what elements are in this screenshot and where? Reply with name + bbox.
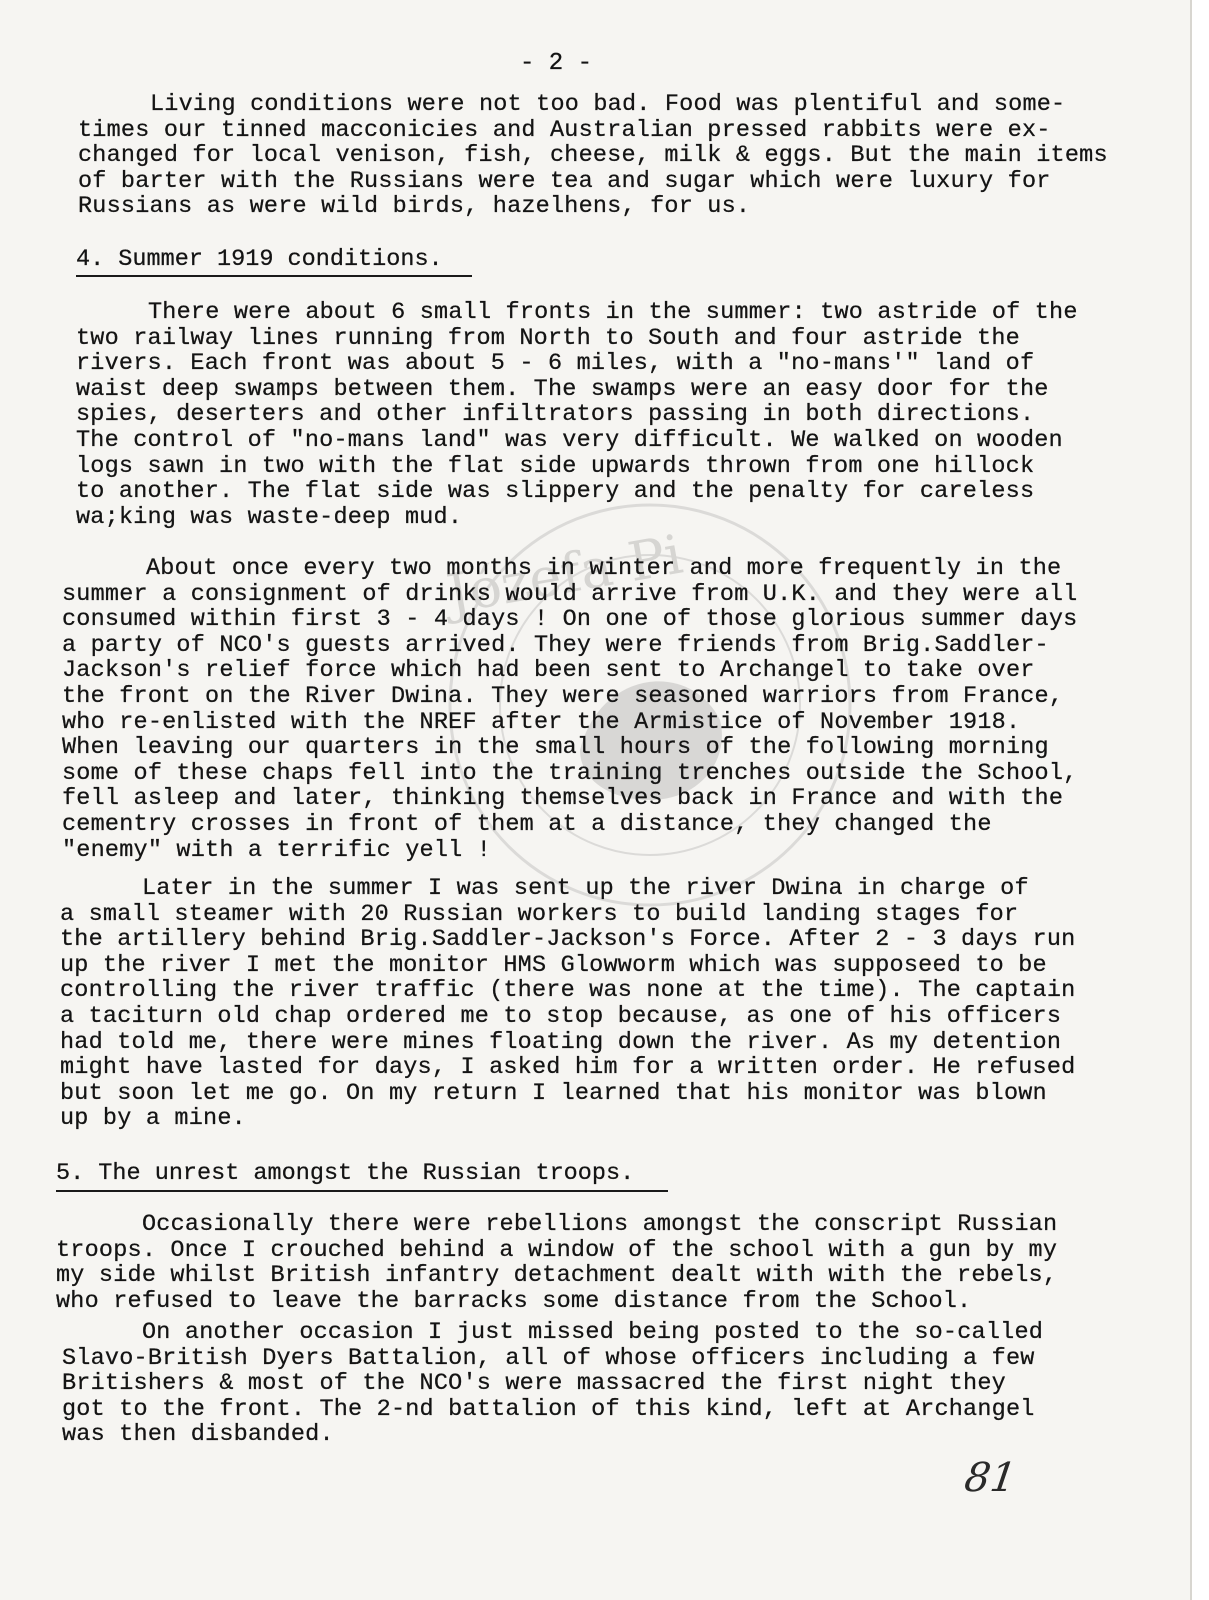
text-line: might have lasted for days, I asked him for a written order. He refused xyxy=(60,1054,1076,1082)
text-line: a small steamer with 20 Russian workers to build landing stages for xyxy=(60,900,1019,928)
text-line: troops. Once I crouched behind a window of the school with a gun by my xyxy=(56,1236,1058,1264)
text-line: On another occasion I just missed being posted to the so-called xyxy=(142,1319,1044,1346)
paragraph-small-fronts xyxy=(76,300,1078,530)
text-line: to another. The flat side was slippery and the penalty for careless xyxy=(76,478,1035,506)
paragraph-drinks-consignment xyxy=(62,556,1077,863)
text-line: the front on the River Dwina. They were seasoned warriors from France, xyxy=(62,682,1064,710)
section-heading-unrest xyxy=(56,1160,634,1187)
text-line: two railway lines running from North to South and four astride the xyxy=(76,324,1020,352)
text-line: changed for local venison, fish, cheese, milk & eggs. But the main items xyxy=(78,142,1108,170)
scan-right-margin xyxy=(1190,0,1209,1600)
text-line: was then disbanded. xyxy=(62,1421,334,1449)
text-line: Occasionally there were rebellions amongst the conscript Russian xyxy=(142,1211,1058,1238)
text-line: my side whilst British infantry detachment dealt with with the rebels, xyxy=(56,1262,1058,1290)
text-line: About once every two months in winter and more frequently in the xyxy=(146,555,1062,582)
text-line: some of these chaps fell into the training trenches outside the School, xyxy=(62,759,1078,787)
text-line: Britishers & most of the NCO's were massacred the first night they xyxy=(62,1370,1006,1398)
text-line: fell asleep and later, thinking themselves back in France and with the xyxy=(62,785,1064,813)
text-line: summer a consignment of drinks would arrive from U.K. and they were all xyxy=(62,580,1078,608)
text-line: a taciturn old chap ordered me to stop because, as one of his officers xyxy=(60,1002,1062,1030)
handwritten-page-number: 81 xyxy=(961,1455,1020,1501)
text-line: Jackson's relief force which had been sent to Archangel to take over xyxy=(62,657,1035,685)
text-line: When leaving our quarters in the small hours of the following morning xyxy=(62,734,1049,762)
text-line: who refused to leave the barracks some distance from the School. xyxy=(56,1287,972,1315)
text-line: spies, deserters and other infiltrators passing in both directions. xyxy=(76,401,1035,429)
page-number: - 2 - xyxy=(520,50,593,77)
text-line: who re-enlisted with the NREF after the Armistice of November 1918. xyxy=(62,708,1021,736)
text-line: controlling the river traffic (there was none at the time). The captain xyxy=(60,977,1076,1005)
paragraph-river-dwina xyxy=(60,876,1075,1132)
text-line: logs sawn in two with the flat side upwards thrown from one hillock xyxy=(76,452,1035,480)
text-line: had told me, there were mines floating down the river. As my detention xyxy=(60,1028,1062,1056)
text-line: rivers. Each front was about 5 - 6 miles, with a "no-mans'" land of xyxy=(76,350,1035,378)
text-line: The control of "no-mans land" was very difficult. We walked on wooden xyxy=(76,426,1063,454)
text-line: got to the front. The 2-nd battalion of this kind, left at Archangel xyxy=(62,1395,1035,1423)
heading-underline xyxy=(76,275,472,277)
text-line: times our tinned macconicies and Australian pressed rabbits were ex- xyxy=(78,116,1051,144)
text-line: "enemy" with a terrific yell ! xyxy=(62,836,492,864)
text-line: cementry crosses in front of them at a distance, they changed the xyxy=(62,810,992,838)
text-line: of barter with the Russians were tea and sugar which were luxury for xyxy=(78,167,1051,195)
text-line: consumed within first 3 - 4 days ! On one of those glorious summer days xyxy=(62,606,1078,634)
text-line: Living conditions were not too bad. Food was plentiful and some- xyxy=(150,91,1066,118)
text-line: the artillery behind Brig.Saddler-Jackson's Force. After 2 - 3 days run xyxy=(60,926,1076,954)
section-heading-summer-1919 xyxy=(76,246,443,273)
text-line: up by a mine. xyxy=(60,1105,246,1133)
heading-underline xyxy=(56,1190,668,1192)
section-heading-text: 4. Summer 1919 conditions. xyxy=(76,246,443,273)
text-line: wa;king was waste-deep mud. xyxy=(76,503,463,531)
text-line: up the river I met the monitor HMS Glowworm which was supposeed to be xyxy=(60,951,1047,979)
text-line: but soon let me go. On my return I learned that his monitor was blown xyxy=(60,1079,1047,1107)
text-line: a party of NCO's guests arrived. They were friends from Brig.Saddler- xyxy=(62,631,1049,659)
paragraph-living-conditions xyxy=(78,92,1108,220)
watermark-text: Józefa Pi xyxy=(442,522,688,626)
paragraph-rebellions xyxy=(56,1212,1057,1314)
paragraph-slavo-british-battalion xyxy=(62,1320,1043,1448)
text-line: Later in the summer I was sent up the river Dwina in charge of xyxy=(142,875,1029,902)
text-line: waist deep swamps between them. The swamps were an easy door for the xyxy=(76,375,1049,403)
section-heading-text: 5. The unrest amongst the Russian troops. xyxy=(56,1160,635,1187)
text-line: There were about 6 small fronts in the summer: two astride of the xyxy=(148,299,1078,326)
text-line: Russians as were wild birds, hazelhens, for us. xyxy=(78,193,751,221)
text-line: Slavo-British Dyers Battalion, all of whose officers including a few xyxy=(62,1344,1035,1372)
